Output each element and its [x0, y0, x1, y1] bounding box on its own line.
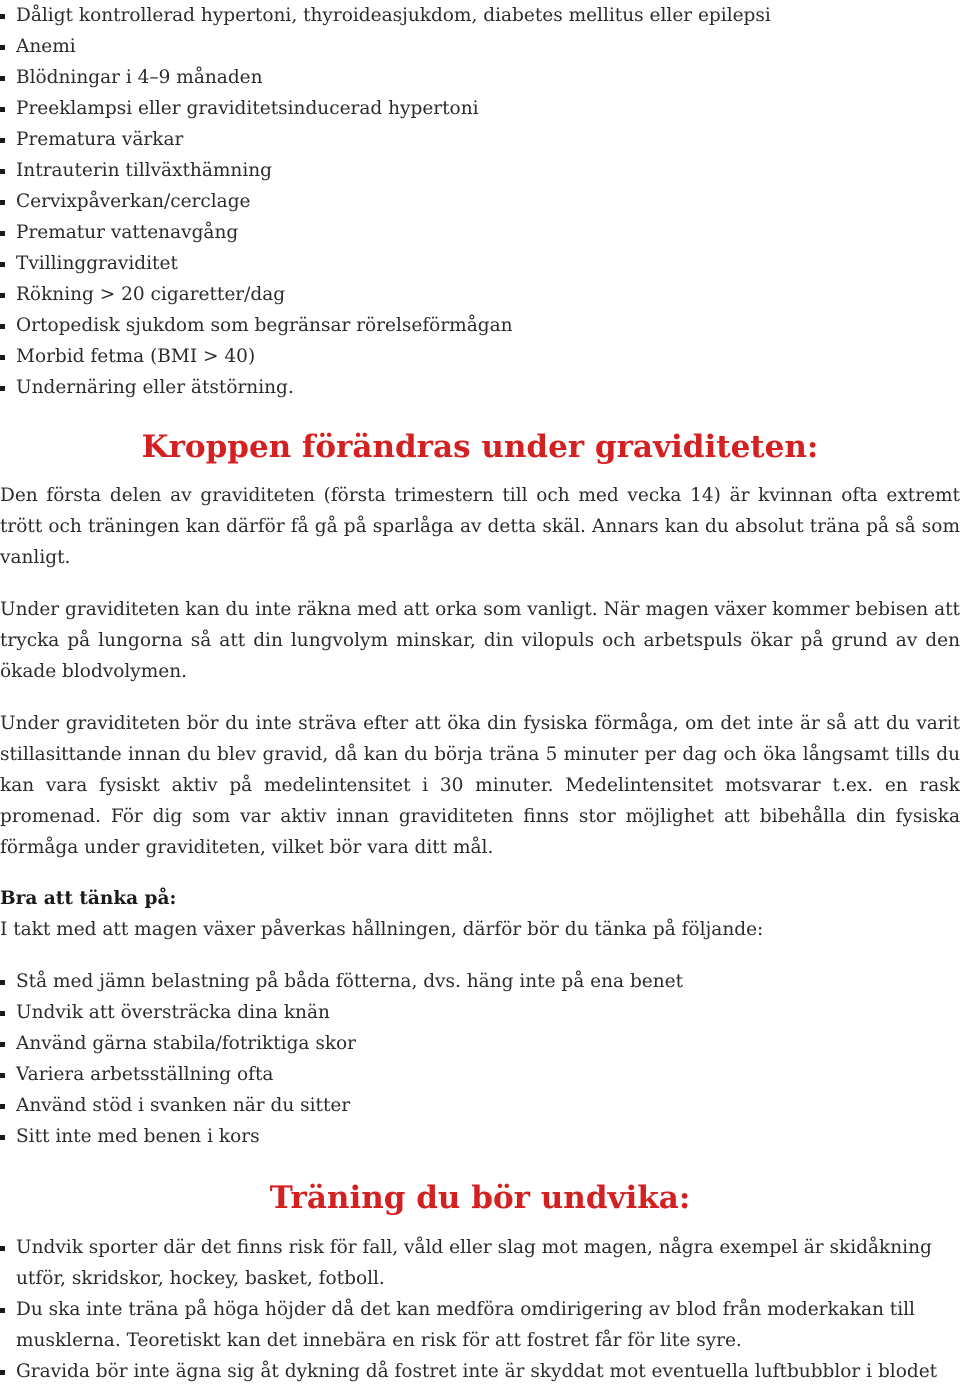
section-heading-body-changes: Kroppen förändras under graviditeten:	[141, 429, 819, 465]
bullet-icon	[0, 386, 5, 391]
bullet-icon	[0, 293, 5, 298]
list-item: Variera arbetsställning ofta	[0, 1059, 960, 1090]
section-heading-avoid-training: Träning du bör undvika:	[269, 1180, 691, 1216]
list-item: Undvik sporter där det finns risk för fall, våld eller slag mot magen, några exempel är skidåkning utför, skridskor, hockey, basket, fotboll.	[0, 1232, 960, 1294]
bullet-icon	[0, 1135, 5, 1140]
bullet-icon	[0, 980, 5, 985]
bullet-icon	[0, 1246, 5, 1251]
bullet-icon	[0, 76, 5, 81]
risk-factor-list	[0, 0, 960, 403]
list-item: Rökning > 20 cigaretter/dag	[0, 279, 960, 310]
list-item: Tvillinggraviditet	[0, 248, 960, 279]
avoid-training-list	[0, 1232, 960, 1387]
bullet-icon	[0, 169, 5, 174]
list-item: Dåligt kontrollerad hypertoni, thyroideasjukdom, diabetes mellitus eller epilepsi	[0, 0, 960, 31]
bullet-icon	[0, 138, 5, 143]
list-item: Prematura värkar	[0, 124, 960, 155]
paragraph: Den första delen av graviditeten (första trimestern till och med vecka 14) är kvinnan ofta extremt trött och träningen kan därför få gå på sparlåga av detta skäl. Annars kan du absolut träna på så som vanligt.	[0, 485, 960, 568]
list-item: Använd stöd i svanken när du sitter	[0, 1090, 960, 1121]
bullet-icon	[0, 1042, 5, 1047]
bullet-icon	[0, 324, 5, 329]
paragraph: Under graviditeten kan du inte räkna med att orka som vanligt. När magen växer kommer bebisen att trycka på lungorna så att din lungvolym minskar, din vilopuls och arbetspuls ökar på grund av den ökade blodvolymen.	[0, 599, 960, 682]
list-item: Undernäring eller ätstörning.	[0, 372, 960, 403]
list-item: Intrauterin tillväxthämning	[0, 155, 960, 186]
list-item: Gravida bör inte ägna sig åt dykning då fostret inte är skyddat mot eventuella luftbubblor i blodet	[0, 1356, 960, 1387]
tips-intro: I takt med att magen växer påverkas hållningen, därför bör du tänka på följande:	[0, 919, 764, 940]
list-item: Prematur vattenavgång	[0, 217, 960, 248]
bullet-icon	[0, 14, 5, 19]
bullet-icon	[0, 200, 5, 205]
list-item: Preeklampsi eller graviditetsinducerad hypertoni	[0, 93, 960, 124]
paragraph: Under graviditeten bör du inte sträva efter att öka din fysiska förmåga, om det inte är så att du varit stillasittande innan du blev gravid, då kan du börja träna 5 minuter per dag och öka långsamt tills du kan vara fysiskt aktiv på medelintensitet i 30 minuter. Medelintensitet motsvarar t.ex. en rask promenad. För dig som var aktiv innan graviditeten finns stor möjlighet att bibehålla din fysiska förmåga under graviditeten, vilket bör vara ditt mål.	[0, 713, 960, 858]
list-item: Cervixpåverkan/cerclage	[0, 186, 960, 217]
bullet-icon	[0, 1073, 5, 1078]
list-item: Ortopedisk sjukdom som begränsar rörelseförmågan	[0, 310, 960, 341]
bullet-icon	[0, 1104, 5, 1109]
list-item: Blödningar i 4–9 månaden	[0, 62, 960, 93]
bullet-icon	[0, 1011, 5, 1016]
subheading-good-to-know: Bra att tänka på:	[0, 888, 177, 909]
bullet-icon	[0, 45, 5, 50]
bullet-icon	[0, 355, 5, 360]
list-item: Använd gärna stabila/fotriktiga skor	[0, 1028, 960, 1059]
bullet-icon	[0, 1370, 5, 1375]
bullet-icon	[0, 1308, 5, 1313]
posture-tips-list	[0, 966, 960, 1152]
list-item: Sitt inte med benen i kors	[0, 1121, 960, 1152]
bullet-icon	[0, 262, 5, 267]
bullet-icon	[0, 107, 5, 112]
bullet-icon	[0, 231, 5, 236]
list-item: Stå med jämn belastning på båda fötterna, dvs. häng inte på ena benet	[0, 966, 960, 997]
list-item: Undvik att översträcka dina knän	[0, 997, 960, 1028]
list-item: Du ska inte träna på höga höjder då det kan medföra omdirigering av blod från moderkakan till musklerna. Teoretiskt kan det innebära en risk för att fostret får för lite syre.	[0, 1294, 960, 1356]
list-item: Anemi	[0, 31, 960, 62]
list-item: Morbid fetma (BMI > 40)	[0, 341, 960, 372]
